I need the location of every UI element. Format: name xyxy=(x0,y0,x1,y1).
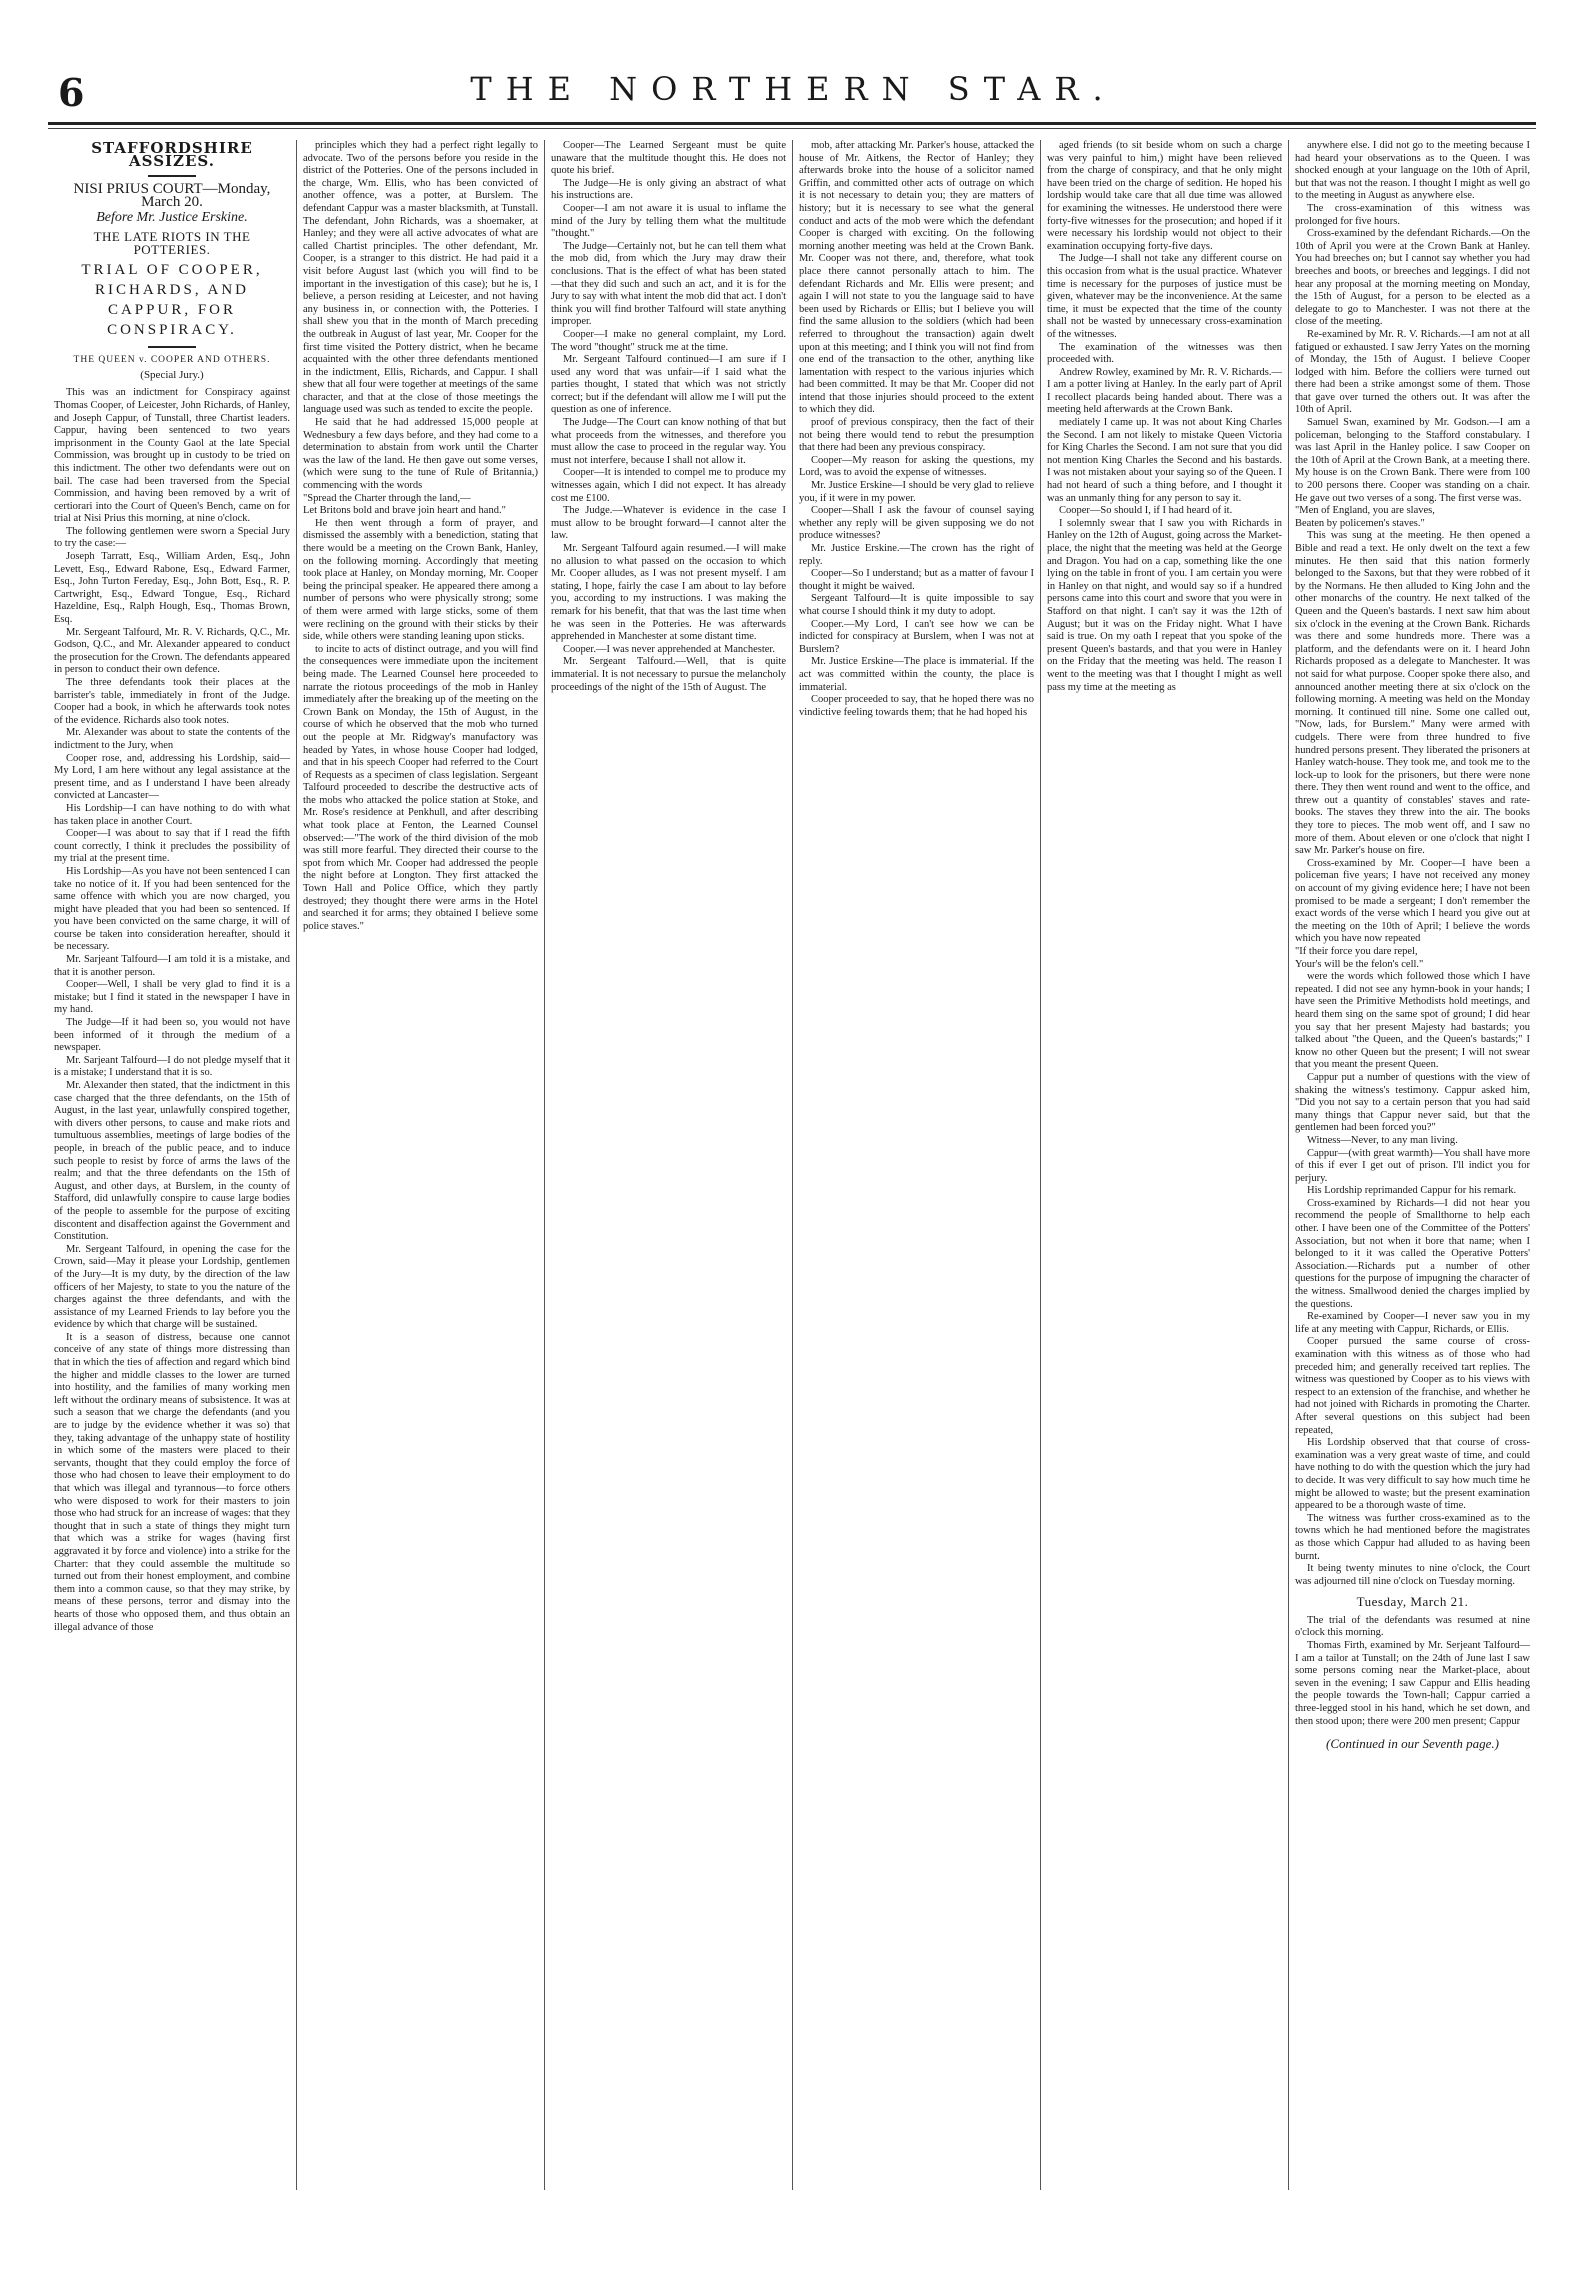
paragraph: Cooper—My reason for asking the questions, my Lord, was to avoid the expense of witnesses. xyxy=(799,454,1034,479)
case-title: THE QUEEN v. COOPER AND OTHERS. xyxy=(73,355,271,366)
paragraph: Mr. Sarjeant Talfourd—I do not pledge myself that it is a mistake; I understand that it is so. xyxy=(54,1054,290,1079)
paragraph: Mr. Justice Erskine—The place is immaterial. If the act was committed within the county, the place is immaterial. xyxy=(799,656,1034,693)
newspaper-columns xyxy=(48,140,1536,2190)
verse-line: "If their force you dare repel, xyxy=(1295,946,1418,957)
masthead-title: THE NORTHERN STAR. xyxy=(470,70,1117,108)
paragraph: The following gentlemen were sworn a Special Jury to try the case:— xyxy=(54,525,290,550)
paragraph: Cooper—Shall I ask the favour of counsel saying whether any reply will be given supposing we do not produce witnesses? xyxy=(799,505,1034,542)
paragraph: Mr. Sergeant Talfourd continued—I am sure if I used any word that was unfair—if I said what the parties thought, I stated that which was not strictly correct; but if the defendant will allow me I will put the question as one of inference. xyxy=(551,354,786,416)
masthead-rule xyxy=(48,122,1536,125)
paragraph: Cooper—It is intended to compel me to produce my witnesses again, which I did not expect. It has already cost me £100. xyxy=(551,467,786,504)
paragraph: His Lordship observed that that course of cross-examination was a very great waste of time, and could have nothing to do with the question which the jury had to decide. It was very difficult to say how much time he might be allowed to waste; but the present examination appeared to be a thorough waste of time. xyxy=(1295,1437,1530,1512)
paragraph: Cooper—I make no general complaint, my Lord. The word "thought" struck me at the time. xyxy=(551,328,786,353)
verse-quote xyxy=(1295,946,1530,971)
tuesday-heading: Tuesday, March 21. xyxy=(1356,1594,1469,1610)
paragraph: The examination of the witnesses was then proceeded with. xyxy=(1047,341,1282,366)
paragraph: It being twenty minutes to nine o'clock, the Court was adjourned till nine o'clock on Tuesday morning. xyxy=(1295,1563,1530,1587)
paragraph: Cooper—I am not aware it is usual to inflame the mind of the Jury by telling them what the multitude "thought." xyxy=(551,202,786,240)
paragraph: Re-examined by Cooper—I never saw you in my life at any meeting with Cappur, Richards, or Ellis. xyxy=(1295,1311,1530,1335)
paragraph: Mr. Justice Erskine—I should be very glad to relieve you, if it were in my power. xyxy=(799,480,1034,504)
paragraph: principles which they had a perfect right legally to advocate. Two of the persons before you reside in the district of the Potteries. One of the persons included in the charge, Wm. Ellis, who has been convicted of another offence, was a potter, at Burslem. The defendant Cappur was a master blacksmith, at Tunstall. The defendant, John Richards, was a shoemaker, at Hanley; and they were all active advocates of what are called Chartist principles. The other defendant, Mr. Cooper, is a stranger to this district. He had paid it a visit before August last (which you will find to be important in the investigation of this case); but he is, I believe, a person residing at Leicester, and not having any business in, or connection with, the Potteries. I shall shew you that in the month of March preceding the outbreak in August of last year, Mr. Cooper for the first time visited the Pottery district, when he became acquainted with the other three defendants mentioned in the indictment, Ellis, Richards, and Cappur. I shall shew that all four were together at meetings of the same character, and that at the close of those meetings the language used was such as tended to excite the people. xyxy=(303,140,538,416)
masthead-rule-thin xyxy=(48,128,1536,129)
paragraph: Cooper proceeded to say, that he hoped there was no vindictive feeling towards them; that he had hoped his xyxy=(799,694,1034,718)
paragraph: The Judge—If it had been so, you would not have been informed of it through the medium of a newspaper. xyxy=(54,1017,290,1054)
section-heading: STAFFORDSHIRE ASSIZES. xyxy=(91,140,253,170)
paragraph: It is a season of distress, because one cannot conceive of any state of things more distressing than that in which the ties of affection and regard which bind the higher and middle classes to the lower are turned into hostility, and the families of many working men left without the ordinary means of subsistence. It was at such a season that we charge the defendants (and you are to judge by the evidence whether it was so) that they, taking advantage of the unhappy state of hostility in which some of the masters were placed to their servants, thought that they could employ the force of those who had chosen to leave their employment to do that which was illegal and tyrannous—to force others who were disposed to work for their masters to join those who had struck for an increase of wages: that they thought that in such a state of things they might turn that which was a strike for wages (having first aggravated it by force and violence) into a strike for the Charter: that they could assemble the multitude so turned out from their honest employment, and combine them into a common cause, so that they may strike, by means of these persons, terror and dismay into the hearts of those who opposed them, and thus obtain an illegal advance of those xyxy=(54,1331,290,1633)
paragraph: Cooper—Well, I shall be very glad to find it is a mistake; but I find it stated in the newspaper I have in my hand. xyxy=(54,979,290,1016)
paragraph: The cross-examination of this witness was prolonged for five hours. xyxy=(1295,202,1530,227)
paragraph: He said that he had addressed 15,000 people at Wednesbury a few days before, and they had come to a determination to abstain from work until the Charter was the law of the land. He then gave out some verses, (which were sung to the tune of Rule of Britannia,) commencing with the words xyxy=(303,417,538,492)
paragraph: anywhere else. I did not go to the meeting because I had heard your observations as to the Queen. I was shocked enough at your language on the 10th of April, but that was not the reason. I thought I might as well go to the meeting in August as anywhere else. xyxy=(1295,140,1530,202)
paragraph: Thomas Firth, examined by Mr. Serjeant Talfourd—I am a tailor at Tunstall; on the 24th of June last I saw some persons coming near the Market-place, about seven in the evening; I saw Cappur and Ellis heading the people towards the Town-hall; Cappur carried a three-legged stool in his hand, which he set down, and then stood upon; there were 200 men present; Cappur xyxy=(1295,1640,1530,1727)
jury-note: (Special Jury.) xyxy=(140,368,204,381)
paragraph: mob, after attacking Mr. Parker's house, attacked the house of Mr. Aitkens, the Rector of Hanley; they afterwards broke into the house of a solicitor named Griffin, and committed other acts of outrage on which it is not necessary to detain you; they are matters of history; but it is necessary to see what the general conduct and acts of the mob were which the defendant Cooper is charged with exciting. On the following morning another meeting was held at the Crown Bank. Mr. Cooper was not there, and, therefore, what took place there cannot personally attach to him. The defendant Richards and Mr. Ellis were present; and again I will not state to you the language said to have been used by Richards or Ellis; but I believe you will find the same allusion to the soldiers (which had been referred to throughout the transaction) again dwelt upon at this meeting; and I think you will not find from one end of the transaction to the other, anything like lamentation with respect to the various injuries which had been committed. It may be that Mr. Cooper did not intend that those injuries should proceed to the extent to which they did. xyxy=(799,140,1034,416)
paragraph: The witness was further cross-examined as to the towns which he had mentioned before the magistrates as those which Cappur had alluded to as having been burnt. xyxy=(1295,1512,1530,1562)
paragraph: Andrew Rowley, examined by Mr. R. V. Richards.—I am a potter living at Hanley. In the early part of April I recollect placards being handed about. There was a meeting held afterwards at the Crown Bank. xyxy=(1047,366,1282,416)
divider xyxy=(148,175,196,177)
column-1 xyxy=(48,140,296,2190)
paragraph: The Judge—The Court can know nothing of that but what proceeds from the witnesses, and therefore you must allow the case to proceed in the regular way. You must not interfere, because I shall not allow it. xyxy=(551,417,786,466)
paragraph: Mr. Alexander was about to state the contents of the indictment to the Jury, when xyxy=(54,727,290,751)
paragraph: Samuel Swan, examined by Mr. Godson.—I am a policeman, belonging to the Stafford constabulary. I was last April in the Hanley police. I saw Cooper on the 10th of April at the Crown Bank, at a meeting there. My house is on the Crown Bank. There were from 100 to 200 persons there. Cooper was standing on a chair. He gave out two verses of a song. The first verse was. xyxy=(1295,417,1530,504)
paragraph: Cross-examined by Richards—I did not hear you recommend the people of Smallthorne to help each other. I have been one of the Committee of the Potters' Association, but not when it bore that name; when I belonged to it it was called the Operative Potters' Association.—Richards put a number of other questions for the purpose of impugning the character of the witness. Smallwood denied the charges implied by the questions. xyxy=(1295,1197,1530,1310)
column-2 xyxy=(296,140,544,2190)
paragraph: Cooper—The Learned Sergeant must be quite unaware that the multitude thought this. He does not quote his brief. xyxy=(551,140,786,177)
verse-quote xyxy=(1295,505,1530,530)
paragraph: Mr. Justice Erskine.—The crown has the right of reply. xyxy=(799,543,1034,567)
paragraph: Cooper rose, and, addressing his Lordship, said—My Lord, I am here without any legal assistance at the present time, and as I understand I have been already convicted at Lancaster— xyxy=(54,752,290,802)
paragraph: Cooper—So should I, if I had heard of it. xyxy=(1059,505,1233,517)
paragraph: Joseph Tarratt, Esq., William Arden, Esq., John Levett, Esq., Edward Rabone, Esq., Edward Farmer, Esq., John Turton Fereday, Esq., John Bott, Esq., R. P. Cartwright, Esq., Edward Tongue, Esq., Richard Hazeldine, Esq., Ralph Hough, Esq., Thomas Brown, Esq. xyxy=(54,551,290,626)
paragraph: Cross-examined by the defendant Richards.—On the 10th of April you were at the Crown Bank at Hanley. You had breeches on; but I cannot say whether you had breeches and boots, or breeches and leggings. I did not hear any proposal at the morning meeting on Monday, the 15th of August, for a person to be elected as a delegate to go to Manchester. I was not there at the close of the meeting. xyxy=(1295,228,1530,328)
paragraph: The Judge—Certainly not, but he can tell them what the mob did, from which the Jury may draw their conclusions. That is the effect of what has been stated—that they did such and such an act, and it is for the Jury to say with what intent the mob did that act. I don't think you will find brother Talfourd will state anything improper. xyxy=(551,240,786,328)
judge-line: Before Mr. Justice Erskine. xyxy=(96,210,248,226)
continued-note: (Continued in our Seventh page.) xyxy=(1326,1736,1499,1752)
column-6 xyxy=(1288,140,1536,2190)
subheading-riots: THE LATE RIOTS IN THE POTTERIES. xyxy=(93,228,251,257)
subheading-trial: TRIAL OF COOPER, RICHARDS, AND CAPPUR, FOR CONSPIRACY. xyxy=(81,262,263,339)
paragraph: Cross-examined by Mr. Cooper—I have been a policeman five years; I have not received any money on account of my giving evidence here; I have not been promised to be made a sergeant; I don't remember the exact words of the verse which I heard you give out at the meeting on the 10th of April; I believe the words which you have now repeated xyxy=(1295,857,1530,945)
verse-line: Your's will be the felon's cell." xyxy=(1295,958,1424,970)
paragraph: Cooper—I was about to say that if I read the fifth count correctly, I think it precludes the possibility of my trial at the present time. xyxy=(54,828,290,865)
paragraph: Sergeant Talfourd—It is quite impossible to say what course I should think it my duty to adopt. xyxy=(799,593,1034,617)
paragraph: aged friends (to sit beside whom on such a charge was very painful to him,) might have been relieved from the charge of conspiracy, and that he only might have been tried on the charge of sedition. He hoped his lordship would take care that all due time was allowed for examining the witnesses. He understood there were forty-five witnesses for the prosecution; and hoped if it were necessary his lordship would not object to their examination occupying forty-five days. xyxy=(1047,140,1282,252)
column-3 xyxy=(544,140,792,2190)
court-heading: NISI PRIUS COURT—Monday, March 20. xyxy=(73,181,271,210)
column-5 xyxy=(1040,140,1288,2190)
paragraph: mediately I came up. It was not about King Charles the Second. I am not likely to mistake Queen Victoria for King Charles the Second. I am not sure that you did not mention King Charles the Second and his bastards. I was not mistaken about your saying so of the Queen. I had not heard of such a thing before, and I thought it was an unmanly thing for any person to say it. xyxy=(1047,417,1282,504)
paragraph: The Judge—I shall not take any different course on this occasion from what is the usual practice. Whatever time is necessary for the purposes of justice must be given, whatever may be the inconvenience. At the same time, it must be expected that the time of the county shall not be wasted by unnecessary cross-examination of the witnesses. xyxy=(1047,253,1282,340)
paragraph: were the words which followed those which I have repeated. I did not see any hymn-book in your hands; I have seen the Primitive Methodists hold meetings, and heard them sing on the same spot of ground; I did hear you say that her present Majesty had bastards; you talked about "the Queen, and the Queen's bastards;" I know no other Queen but the present; I will not swear that you meant the present Queen. xyxy=(1295,971,1530,1071)
paragraph: proof of previous conspiracy, then the fact of their not being there would tend to rebut the presumption that there had been any previous conspiracy. xyxy=(799,417,1034,454)
paragraph: Mr. Sarjeant Talfourd—I am told it is a mistake, and that it is another person. xyxy=(54,954,290,978)
paragraph: Witness—Never, to any man living. xyxy=(1307,1134,1458,1146)
paragraph: The three defendants took their places at the barrister's table, immediately in front of the Judge. Cooper had a book, in which he afterwards took notes of the evidence. Richards also took notes. xyxy=(54,677,290,726)
paragraph: Mr. Sergeant Talfourd again resumed.—I will make no allusion to what passed on the occasion to which Mr. Cooper alludes, as I was not present myself. I am stating, I hope, fairly the case I am about to lay before you, according to my instructions. I was making the remark for his benefit, that that was the last time when he was seen in the Potteries. He was afterwards apprehended in Manchester at some distant time. xyxy=(551,543,786,643)
page-number: 6 xyxy=(58,70,85,115)
paragraph: This was an indictment for Conspiracy against Thomas Cooper, of Leicester, John Richards, of Hanley, and Joseph Cappur, of Tunstall, three Chartist leaders. Cappur, having been sentenced to two years imprisonment in the County Gaol at the late Special Commission, was brought up in custody to be tried on this indictment. The other two defendants were out on bail. The case had been traversed from the Special Commission, and having been removed by a writ of certiorari into the Court of Queen's Bench, came on for trial at Nisi Prius this morning, at nine o'clock. xyxy=(54,387,290,525)
paragraph: His Lordship—As you have not been sentenced I can take no notice of it. If you had been sentenced for the same offence with which you are now charged, you might have pleaded that you had been so sentenced. If you have been convicted on the same charge, it will of course be taken into consideration hereafter, should it be necessary. xyxy=(54,865,290,953)
paragraph: to incite to acts of distinct outrage, and you will find the consequences were immediate upon the incitement being made. The Learned Counsel here proceeded to narrate the riotous proceedings of the mob in Hanley immediately after the breaking up of the meeting on the Crown Bank on Monday, the 15th of August, in the course of which he observed that the mob who turned out the people at Mr. Ridgway's manufactory was headed by Yates, in whose house Cooper had lodged, and that in his speech Cooper had referred to the Court of Requests as a specimen of class legislation. Sergeant Talfourd proceeded to describe the destructive acts of the mobs who attacked the police station at Stoke, and Mr. Rose's residence at Penkhull, and after describing what took place at Fenton, the Learned Counsel observed:—"The work of the third division of the mob was still more fearful. They directed their course to the spot from which Mr. Cooper had addressed the people the night before at Longton. They first attacked the Town Hall and Police Office, which they partly destroyed; they thought there were arms in the Hotel and searched it for arms; they obtained I believe some police staves." xyxy=(303,643,538,932)
paragraph: His Lordship—I can have nothing to do with what has taken place in another Court. xyxy=(54,802,290,827)
paragraph: Cooper.—I was never apprehended at Manchester. xyxy=(563,643,775,655)
column-4 xyxy=(792,140,1040,2190)
paragraph: Cooper pursued the same course of cross-examination with this witness as of those who had preceded him; and generally received tart replies. The witness was questioned by Cooper as to his views with respect to an extension of the franchise, and whether he had not joined with Richards in promoting the Charter. After several questions on this subject had been repeated, xyxy=(1295,1336,1530,1436)
column-1-body xyxy=(54,387,290,1634)
paragraph: Cappur—(with great warmth)—You shall have more of this if ever I get out of prison. I'll indict you for perjury. xyxy=(1295,1147,1530,1184)
verse-line: Let Britons bold and brave join heart and hand." xyxy=(303,505,506,517)
paragraph: This was sung at the meeting. He then opened a Bible and read a text. He only dwelt on the text a few minutes. He then said that this nation formerly belonged to the Saxons, but that they were robbed of it by the Normans. He then alluded to King John and the other monarchs of the country. He next talked of the Queen and the Queen's bastards. I next saw him about six o'clock in the evening at the Crown Bank. Richards was there and some hundreds more. There was a platform, and the defendants were on it. I heard John Richards proposed as a delegate to Manchester. It was not said for what purpose. Cooper spoke there also, and announced another meeting there at six o'clock on the following morning. A meeting was held on the Monday morning. It continued till nine. Some one called out, "Now, lads, for Burslem." Many were armed with cudgels. There were from three hundred to five hundred persons present. They liberated the prisoners at Hanley watch-house. They took me, and took me to the lock-up to look for the prisoners, but there were none there. They then went round and went to the office, and threw out a quantity of constables' staves and rate-books. The staves they threw into the air. The books they tore to pieces. The mob went off, and I saw no more of them. About eleven or one o'clock that night I saw Mr. Parker's house on fire. xyxy=(1295,530,1530,857)
verse-line: "Men of England, you are slaves, xyxy=(1295,505,1435,517)
paragraph: He then went through a form of prayer, and dismissed the assembly with a benediction, stating that there would be a meeting on the Crown Bank, Hanley, on the following morning. Accordingly that meeting took place at Hanley, on Monday morning, Mr. Cooper being the principal speaker. He appeared there among a number of persons who were physically strong; some of them were armed with large sticks, some of them were reclining on the ground with their sticks by their side, while others were standing leaning upon sticks. xyxy=(303,517,538,643)
paragraph: Mr. Alexander then stated, that the indictment in this case charged that the three defendants, on the 15th of August, in the last year, unlawfully conspired together, with divers other persons, to cause and make riots and tumultuous assemblies, meetings of large bodies of the people, in breach of the public peace, and to induce such people to resist by force of arms the laws of the realm; and that the three defendants on the 15th of August, and other days, at Burslem, in the county of Stafford, did unlawfully conspire to cause large bodies of the people to assemble for the purpose of exciting discontent and disaffection against the Government and Constitution. xyxy=(54,1080,290,1243)
divider xyxy=(148,346,196,348)
paragraph: Cooper—So I understand; but as a matter of favour I thought it might be waived. xyxy=(799,568,1034,592)
paragraph: His Lordship reprimanded Cappur for his remark. xyxy=(1307,1185,1517,1197)
verse-line: "Spread the Charter through the land,— xyxy=(303,492,471,504)
paragraph: Mr. Sergeant Talfourd, Mr. R. V. Richards, Q.C., Mr. Godson, Q.C., and Mr. Alexander appeared to conduct the prosecution for the Crown. The defendants appeared in person to conduct their own defence. xyxy=(54,626,290,676)
paragraph: Cappur put a number of questions with the view of shaking the witness's testimony. Cappur asked him, "Did you not say to a certain person that you had said many things that Cappur never said, but that the gentlemen had been forced you?" xyxy=(1295,1071,1530,1134)
verse-line: Beaten by policemen's staves." xyxy=(1295,517,1425,529)
paragraph: I solemnly swear that I saw you with Richards in Hanley on the 12th of August, going across the Market-place, the night that the meeting was held at the George and Dragon. You had on a cap, something like the one lying on the table in front of you. I am certain you were in Hanley on that night, and would say so if a hundred persons came into this court and swore that you were in Stafford on that night. I can't say it was the 12th of August; but it was on the Friday night. What I have said is true. On my oath I repeat that you spoke of the present Queen's bastards, and that you were in Hanley on the Friday that the meeting was held. The reason I went to the meeting was that I thought I might as well pass my time at the meeting as xyxy=(1047,517,1282,693)
paragraph: Mr. Sergeant Talfourd.—Well, that is quite immaterial. It is not necessary to pursue the melancholy proceedings of the night of the 15th of August. The xyxy=(551,656,786,693)
paragraph: The Judge.—Whatever is evidence in the case I must allow to be brought forward—I cannot alter the law. xyxy=(551,505,786,542)
paragraph: Re-examined by Mr. R. V. Richards.—I am not at all fatigued or exhausted. I saw Jerry Yates on the morning of Monday, the 15th of August. I believe Cooper lodged with him. Before the colliers were turned out there had been a strike amongst some of them. Those that gave over turned the others out. It was after the 10th of April. xyxy=(1295,328,1530,416)
paragraph: The Judge—He is only giving an abstract of what his instructions are. xyxy=(551,177,786,202)
paragraph: The trial of the defendants was resumed at nine o'clock this morning. xyxy=(1295,1614,1530,1639)
verse-quote xyxy=(303,493,538,518)
paragraph: Cooper.—My Lord, I can't see how we can be indicted for conspiracy at Burslem, when I was not at Burslem? xyxy=(799,618,1034,655)
paragraph: Mr. Sergeant Talfourd, in opening the case for the Crown, said—May it please your Lordship, gentlemen of the Jury—It is my duty, by the direction of the law officers of her Majesty, to state to you the nature of the charges against the three defendants, and with the assistance of my Learned Friends to lay before you the evidence by which that charge will be sustained. xyxy=(54,1243,290,1331)
